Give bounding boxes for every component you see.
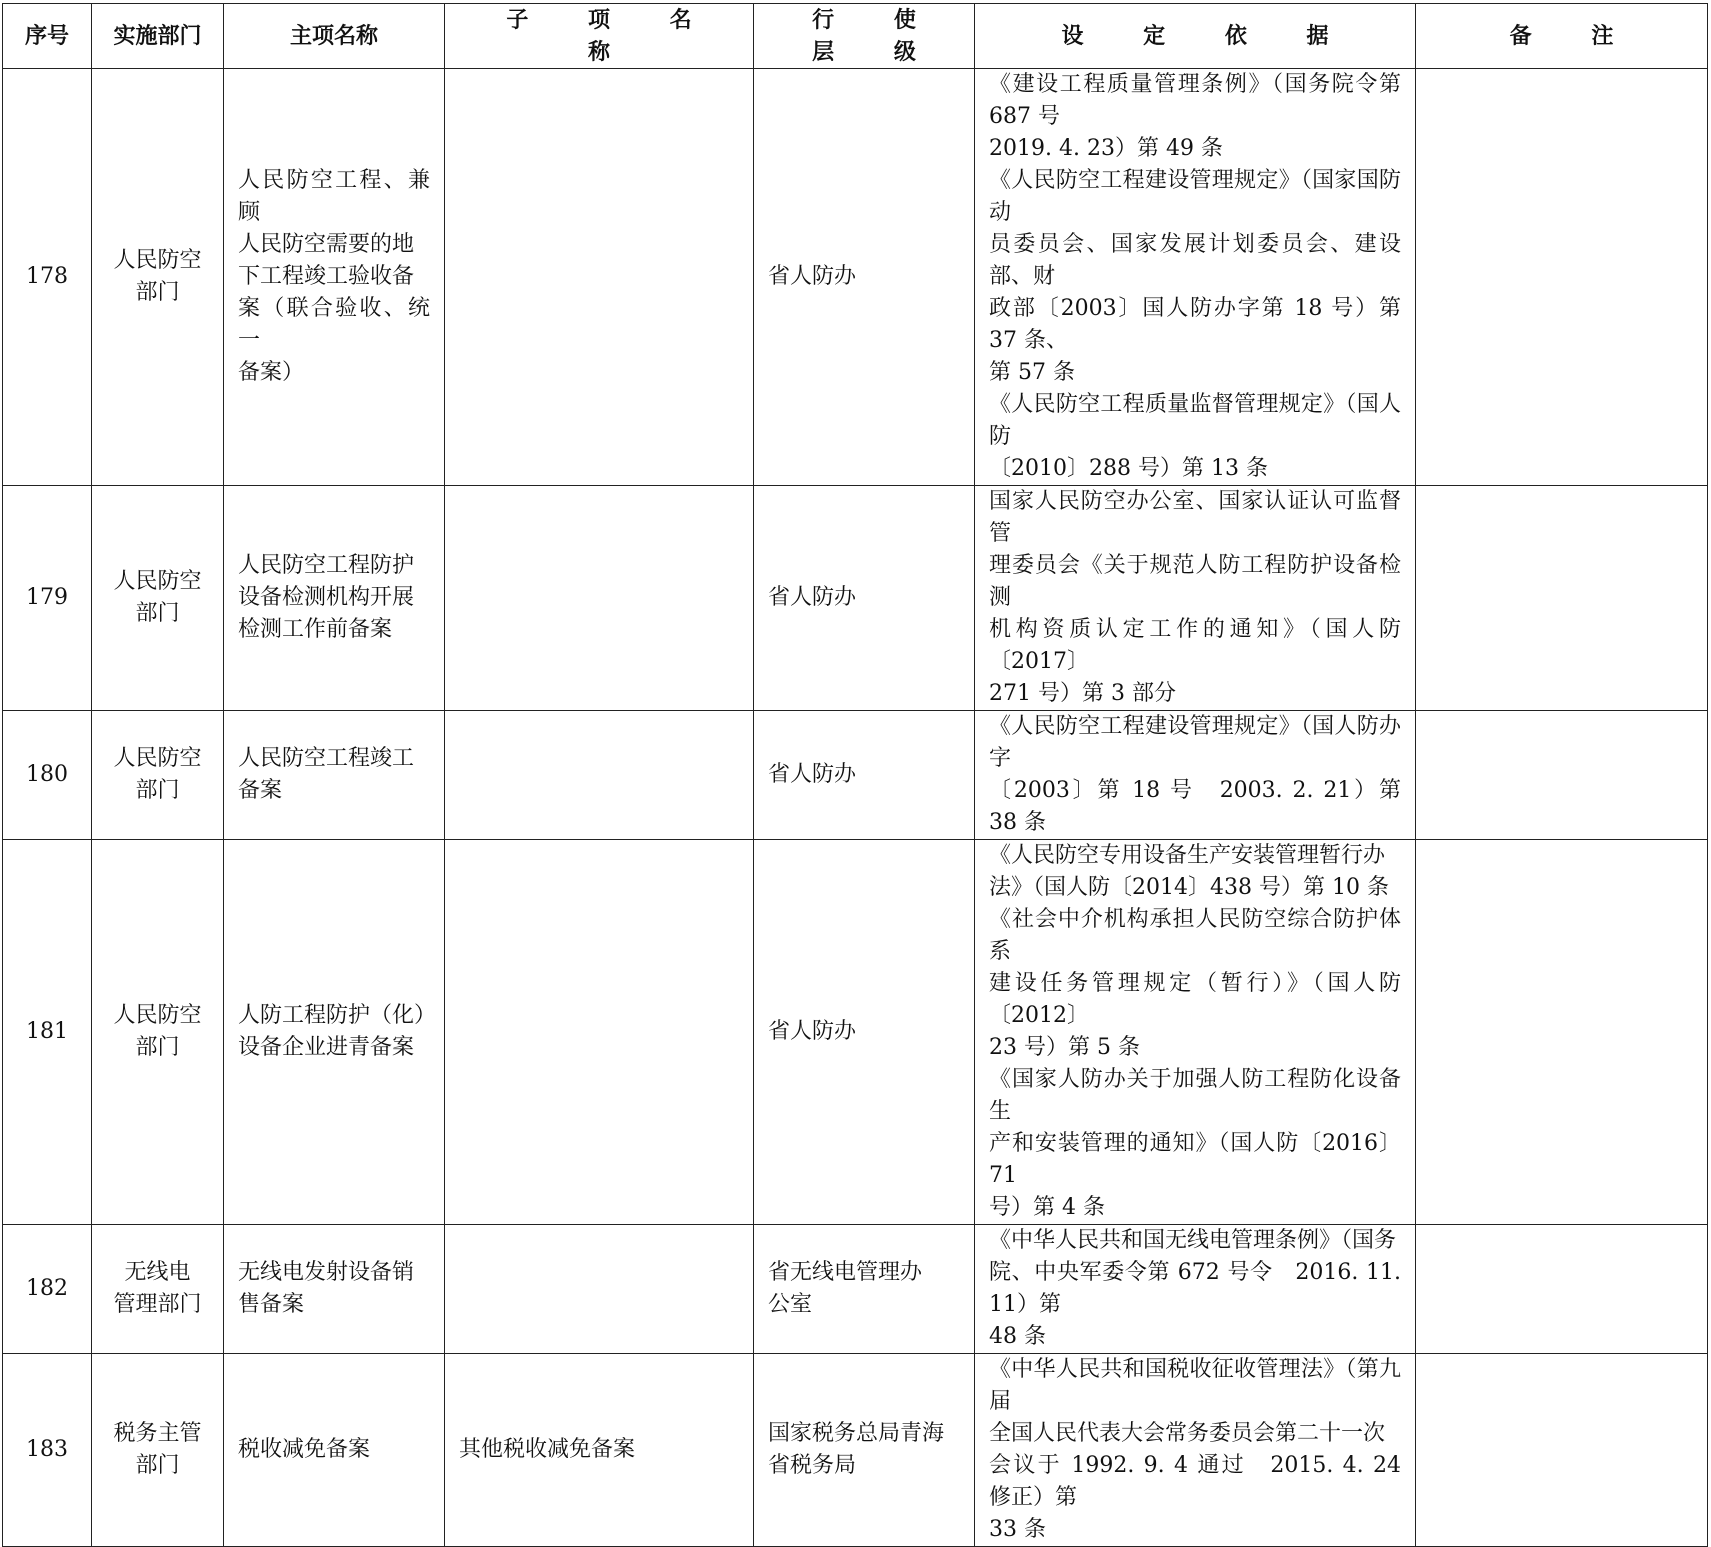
header-basis: 设 定 依 据	[975, 4, 1416, 69]
cell-basis-line: 《中华人民共和国税收征收管理法》（第九届	[989, 1357, 1401, 1414]
cell-level	[754, 840, 975, 1225]
cell-basis-line: 2019. 4. 23）第 49 条	[989, 136, 1223, 161]
cell-serial-no: 183	[3, 1354, 92, 1547]
header-main-item: 主项名称	[224, 4, 445, 69]
cell-main-item-line: 备案	[238, 778, 283, 803]
cell-basis-line: 国家人民防空办公室、国家认证认可监督管	[989, 489, 1401, 546]
cell-basis-line: 33 条	[989, 1517, 1046, 1542]
cell-basis-line: 〔2003〕第 18 号 2003. 2. 21）第 38 条	[989, 778, 1401, 835]
cell-basis-line: 第 57 条	[989, 360, 1075, 385]
cell-basis-line: 建设任务管理规定（暂行）》（国人防〔2012〕	[989, 971, 1401, 1028]
cell-basis	[975, 69, 1416, 486]
cell-basis-line: 《中华人民共和国无线电管理条例》（国务	[989, 1228, 1397, 1253]
cell-main-item-line: 无线电发射设备销	[238, 1260, 415, 1285]
cell-main-item-line: 税收减免备案	[238, 1437, 371, 1462]
cell-level-line: 国家税务总局青海	[768, 1421, 945, 1446]
cell-department-line: 人民防空	[113, 248, 202, 273]
cell-basis-line: 法》（国人防〔2014〕438 号）第 10 条	[989, 875, 1389, 900]
cell-basis-line: 产和安装管理的通知》（国人防〔2016〕71	[989, 1131, 1401, 1188]
filing-items-table	[2, 3, 1708, 1547]
cell-basis-line: 《人民防空工程质量监督管理规定》（国人防	[989, 392, 1401, 449]
header-serial-no: 序号	[3, 4, 92, 69]
cell-basis	[975, 840, 1416, 1225]
cell-basis-line: 《建设工程质量管理条例》（国务院令第 687 号	[989, 72, 1401, 129]
table-row	[3, 486, 1708, 711]
cell-main-item	[224, 1225, 445, 1354]
cell-note	[1416, 1354, 1708, 1547]
cell-sub-item	[445, 840, 754, 1225]
cell-basis-line: 院、中央军委令第 672 号令 2016. 11. 11）第	[989, 1260, 1401, 1317]
cell-level-line: 省无线电管理办	[768, 1260, 923, 1285]
cell-basis-line: 271 号）第 3 部分	[989, 681, 1176, 706]
cell-main-item-line: 案（联合验收、统一	[238, 296, 430, 353]
table-row	[3, 1354, 1708, 1547]
cell-department-line: 人民防空	[113, 569, 202, 594]
cell-level-line: 省人防办	[768, 762, 857, 787]
header-level: 行 使 层 级	[754, 4, 975, 69]
cell-level-line: 公室	[768, 1292, 813, 1317]
cell-basis-line: 理委员会《关于规范人防工程防护设备检测	[989, 553, 1401, 610]
table-row	[3, 69, 1708, 486]
cell-department-line: 部门	[135, 280, 180, 305]
cell-main-item-line: 人民防空工程竣工	[238, 746, 415, 771]
header-department: 实施部门	[92, 4, 224, 69]
cell-note	[1416, 69, 1708, 486]
cell-department	[92, 486, 224, 711]
cell-level	[754, 711, 975, 840]
cell-main-item-line: 备案）	[238, 360, 305, 385]
cell-basis-line: 会议于 1992. 9. 4 通过 2015. 4. 24 修正）第	[989, 1453, 1401, 1510]
cell-department-line: 部门	[135, 1453, 180, 1478]
cell-level	[754, 1354, 975, 1547]
cell-basis	[975, 486, 1416, 711]
cell-note	[1416, 840, 1708, 1225]
cell-level	[754, 69, 975, 486]
cell-serial-no: 182	[3, 1225, 92, 1354]
cell-basis-line: 全国人民代表大会常务委员会第二十一次	[989, 1421, 1386, 1446]
cell-serial-no: 178	[3, 69, 92, 486]
cell-main-item-line: 人防工程防护（化）	[238, 1003, 437, 1028]
cell-main-item-line: 下工程竣工验收备	[238, 264, 415, 289]
cell-basis-line: 《人民防空专用设备生产安装管理暂行办	[989, 843, 1386, 868]
header-note: 备 注	[1416, 4, 1708, 69]
cell-main-item	[224, 1354, 445, 1547]
cell-main-item-line: 售备案	[238, 1292, 305, 1317]
cell-main-item	[224, 840, 445, 1225]
table-row	[3, 840, 1708, 1225]
cell-basis	[975, 711, 1416, 840]
cell-basis-line: 〔2010〕288 号）第 13 条	[989, 456, 1268, 481]
cell-department	[92, 69, 224, 486]
cell-level	[754, 486, 975, 711]
cell-serial-no: 181	[3, 840, 92, 1225]
cell-basis-line: 《社会中介机构承担人民防空综合防护体系	[989, 907, 1401, 964]
cell-main-item-line: 人民防空工程防护	[238, 553, 415, 578]
cell-level	[754, 1225, 975, 1354]
cell-department-line: 管理部门	[113, 1292, 202, 1317]
cell-main-item-line: 设备检测机构开展	[238, 585, 415, 610]
cell-basis-line: 48 条	[989, 1324, 1046, 1349]
cell-main-item	[224, 711, 445, 840]
cell-basis-line: 《国家人防办关于加强人防工程防化设备生	[989, 1067, 1401, 1124]
cell-sub-item	[445, 486, 754, 711]
cell-department	[92, 1225, 224, 1354]
cell-serial-no: 180	[3, 711, 92, 840]
cell-main-item-line: 检测工作前备案	[238, 617, 393, 642]
cell-basis	[975, 1225, 1416, 1354]
cell-sub-item	[445, 711, 754, 840]
cell-department-line: 税务主管	[113, 1421, 202, 1446]
cell-level-line: 省人防办	[768, 1019, 857, 1044]
cell-note	[1416, 486, 1708, 711]
cell-department-line: 无线电	[124, 1260, 191, 1285]
cell-note	[1416, 1225, 1708, 1354]
cell-department	[92, 711, 224, 840]
cell-level-line: 省人防办	[768, 585, 857, 610]
cell-serial-no: 179	[3, 486, 92, 711]
cell-main-item-line: 人民防空工程、兼顾	[238, 168, 430, 225]
header-sub-item: 子 项 名 称	[445, 4, 754, 69]
cell-main-item-line: 设备企业进青备案	[238, 1035, 415, 1060]
cell-basis-line: 员委员会、国家发展计划委员会、建设部、财	[989, 232, 1401, 289]
cell-department-line: 部门	[135, 1035, 180, 1060]
cell-department-line: 人民防空	[113, 746, 202, 771]
cell-department-line: 部门	[135, 601, 180, 626]
cell-basis	[975, 1354, 1416, 1547]
cell-main-item	[224, 486, 445, 711]
cell-basis-line: 23 号）第 5 条	[989, 1035, 1140, 1060]
cell-main-item-line: 人民防空需要的地	[238, 232, 415, 257]
cell-main-item	[224, 69, 445, 486]
cell-sub-item	[445, 69, 754, 486]
cell-department-line: 人民防空	[113, 1003, 202, 1028]
cell-basis-line: 《人民防空工程建设管理规定》（国人防办字	[989, 714, 1401, 771]
cell-department	[92, 840, 224, 1225]
cell-department	[92, 1354, 224, 1547]
cell-basis-line: 政部〔2003〕国人防办字第 18 号）第 37 条、	[989, 296, 1401, 353]
cell-sub-item	[445, 1225, 754, 1354]
cell-basis-line: 《人民防空工程建设管理规定》（国家国防动	[989, 168, 1401, 225]
cell-level-line: 省人防办	[768, 264, 857, 289]
cell-basis-line: 机构资质认定工作的通知》（国人防〔2017〕	[989, 617, 1401, 674]
header-row	[3, 4, 1708, 69]
cell-level-line: 省税务局	[768, 1453, 857, 1478]
table-row	[3, 711, 1708, 840]
cell-sub-item: 其他税收减免备案	[445, 1354, 754, 1547]
cell-note	[1416, 711, 1708, 840]
table-row	[3, 1225, 1708, 1354]
cell-department-line: 部门	[135, 778, 180, 803]
cell-basis-line: 号）第 4 条	[989, 1195, 1105, 1220]
